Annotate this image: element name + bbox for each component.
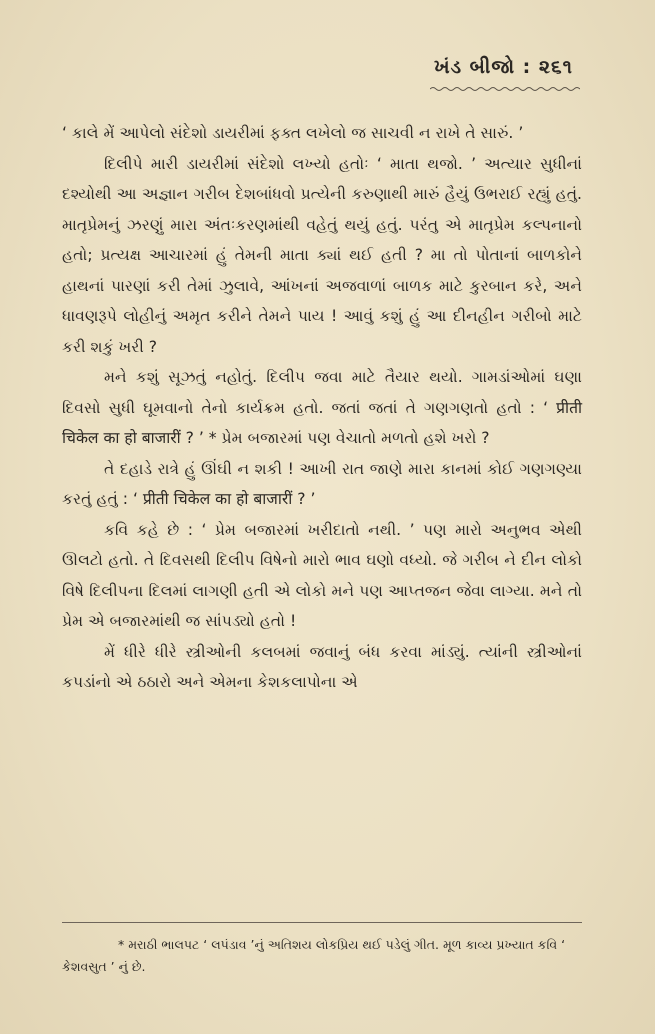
- decorative-wavy-rule: [430, 86, 580, 92]
- paragraph: કવિ કહે છે : ‘ પ્રેમ બજારમાં ખરીદાતો નથી. ’ પણ મારો અનુભવ એથી ઊલટો હતો. તે દિવસથી દિલીપ વિષેનો મારો ભાવ ઘણો વધ્યો. જે ગરીબ ને દીન લોકો વિષે દિલીપના દિલમાં લાગણી હતી એ લોકો મને પણ આપ્તજન જેવા લાગ્યા. મને તો પ્રેમ એ બજારમાંથી જ સાંપડ્યો હતો !: [62, 520, 582, 630]
- paragraph: તે દહાડે રાત્રે હું ઊંઘી ન શકી ! આખી રાત જાણે મારા કાનમાં કોઈ ગણગણ્યા કરતું હતું : ‘ प्रीती चिकेल का हो बाजारीं ? ’: [62, 459, 582, 508]
- paragraph: દિલીપે મારી ડાયરીમાં સંદેશો લખ્યો હતોઃ ‘ માતા થજો. ’ અત્યાર સુધીનાં દશ્યોથી આ અજ્ઞાન ગરીબ દેશબાંધવો પ્રત્યેની કરુણાથી મારું હૈયું ઉભરાઈ રહ્યું હતું. માતૃપ્રેમનું ઝરણું મારા અંતઃકરણમાંથી વહેતું થયું હતું. પરંતુ એ માતૃપ્રેમ કલ્પનાનો હતો; પ્રત્યક્ષ આચારમાં હું તેમની માતા ક્યાં થઈ હતી ? મા તો પોતાનાં બાળકોને હાથનાં પારણાં કરી તેમાં ઝુલાવે, આંખનાં અજવાળાં બાળક માટે કુરબાન કરે, અને ધાવણરૂપે લોહીનું અમૃત કરીને તેમને પાય ! આવું કશું હું આ દીનહીન ગરીબો માટે કરી શકું ખરી ?: [62, 154, 582, 356]
- paragraph: મને કશું સૂઝતું નહોતું. દિલીપ જવા માટે તૈયાર થયો. ગામડાંઓમાં ઘણા દિવસો સુધી ઘૂમવાનો તેનો કાર્યક્રમ હતો. જતાં જતાં તે ગણગણતો હતો : ‘ प्रीती चिकेल का हो बाजारीं ? ’ * પ્રેમ બજારમાં પણ વેચાતો મળતો હશે ખરો ?: [62, 368, 582, 447]
- body-text: [62, 118, 582, 698]
- paragraph: મેં ધીરે ધીરે સ્ત્રીઓની કલબમાં જવાનું બંધ કરવા માંડ્યું. ત્યાંની સ્ત્રીઓનાં કપડાંનો એ ઠઠારો અને એમના કેશકલાપોના એ: [62, 642, 582, 691]
- paragraph: ‘ કાલે મેં આપેલો સંદેશો ડાયરીમાં ફક્ત લખેલો જ સાચવી ન રાખે તે સારું. ’: [62, 124, 524, 142]
- footnote: * મરાઠી ભાલપટ ‘ લપંડાવ ’નું અતિશય લોકપ્રિય થઈ પડેલું ગીત. મૂળ કાવ્ય પ્રખ્યાત કવિ ‘ કેશવસુત ’ નું છે.: [62, 937, 566, 974]
- running-head: ખંડ બીજો : ૨૬૧: [433, 56, 573, 78]
- footnote-divider: [62, 922, 582, 923]
